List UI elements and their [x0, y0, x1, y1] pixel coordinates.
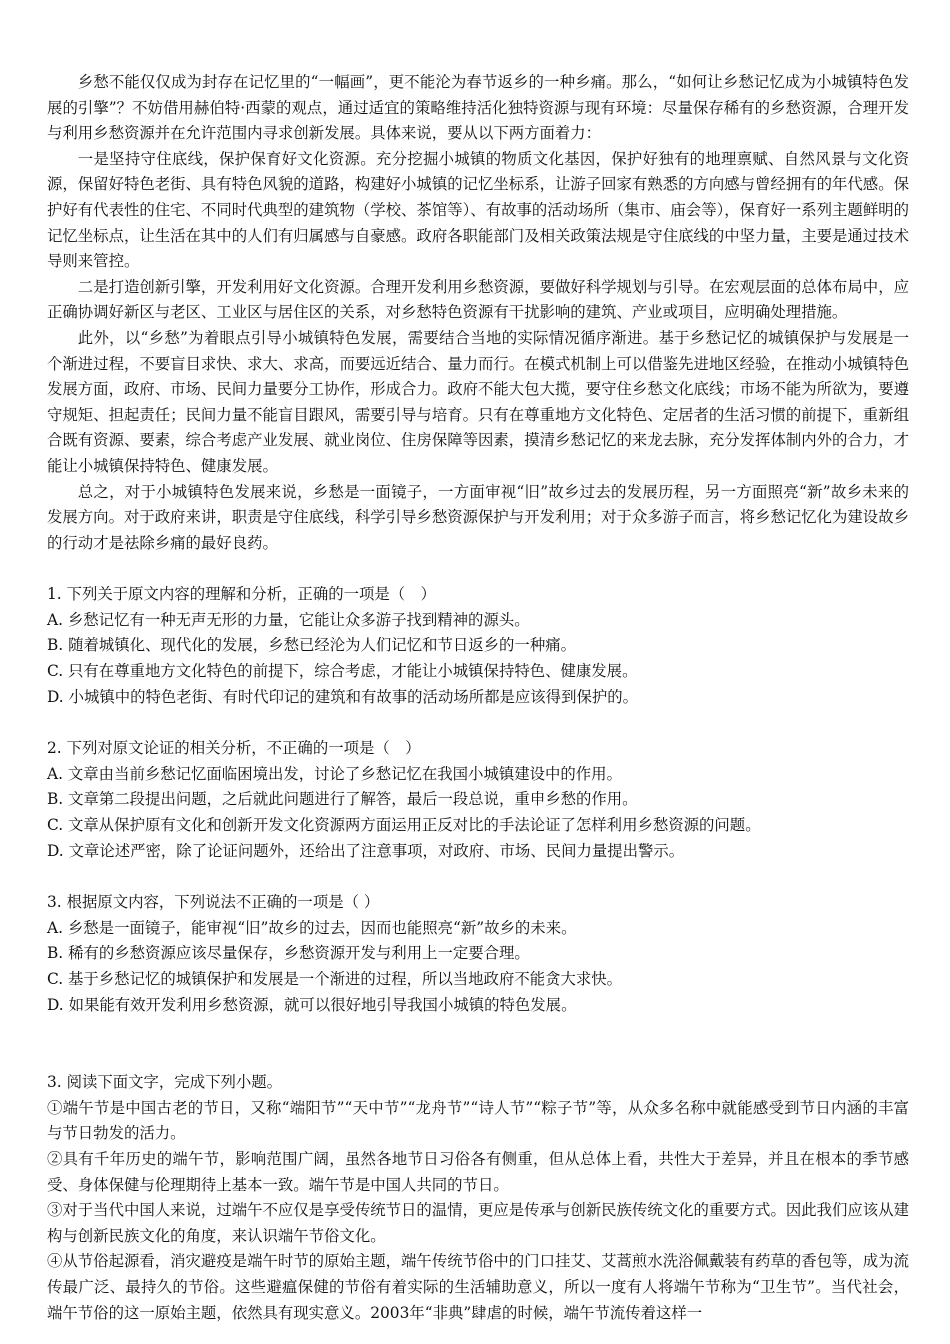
question-3-option-a: A. 乡愁是一面镜子，能审视“旧”故乡的过去，因而也能照亮“新”故乡的未来。 [47, 918, 577, 937]
passage-paragraph-2: 一是坚持守住底线，保护保育好文化资源。充分挖掘小城镇的物质文化基因，保护好独有的地理禀赋、自然风景与文化资源，保留好特色老街、具有特色风貌的道路，构建好小城镇的记忆坐标系，让游子回家有熟悉的方向感与曾经拥有的年代感。保护好有代表性的住宅、不同时代典型的建筑物（学校、茶馆等）、有故事的活动场所（集市、庙会等），保育好一系列主题鲜明的记忆坐标点，让生活在其中的人们有归属感与自豪感。政府各职能部门及相关政策法规是守住底线的中坚力量，主要是通过技术导则来管控。 [47, 149, 909, 271]
passage-paragraph-4: 此外，以“乡愁”为着眼点引导小城镇特色发展，需要结合当地的实际情况循序渐进。基于乡愁记忆的城镇保护与发展是一个渐进过程，不要盲目求快、求大、求高，而要远近结合、量力而行。在模式机制上可以借鉴先进地区经验，在推动小城镇特色发展方面，政府、市场、民间力量要分工协作，形成合力。政府不能大包大揽，要守住乡愁文化底线；市场不能为所欲为，要遵守规矩、担起责任；民间力量不能盲目跟风，需要引导与培育。只有在尊重地方文化特色、定居者的生活习惯的前提下，重新组合既有资源、要素，综合考虑产业发展、就业岗位、住房保障等因素，摸清乡愁记忆的来龙去脉，充分发挥体制内外的合力，才能让小城镇保持特色、健康发展。 [47, 328, 909, 475]
question-3-title: 3. 根据原文内容，下列说法不正确的一项是（ ） [47, 893, 380, 912]
reading-section-2 [47, 1070, 909, 1326]
section-2-paragraph-2: ②具有千年历史的端午节，影响范围广阔，虽然各地节日习俗各有侧重，但从总体上看，共性大于差异，并且在根本的季节感受、身体保健与伦理期待上基本一致。端午节是中国人共同的节日。 [47, 1149, 909, 1194]
question-2-title: 2. 下列对原文论证的相关分析，不正确的一项是（ ） [47, 739, 421, 758]
question-3 [47, 890, 909, 1018]
question-3-option-b: B. 稀有的乡愁资源应该尽量保存，乡愁资源开发与利用上一定要合理。 [47, 944, 530, 963]
question-1-option-d: D. 小城镇中的特色老街、有时代印记的建筑和有故事的活动场所都是应该得到保护的。 [47, 687, 639, 706]
question-1-option-b: B. 随着城镇化、现代化的发展，乡愁已经沦为人们记忆和节日返乡的一种痛。 [47, 636, 576, 655]
question-2 [47, 736, 909, 864]
passage-paragraph-1: 乡愁不能仅仅成为封存在记忆里的“一幅画”，更不能沦为春节返乡的一种乡痛。那么，“如何让乡愁记忆成为小城镇特色发展的引擎”？不妨借用赫伯特·西蒙的观点，通过适宜的策略维持活化独特资源与现有环境：尽量保存稀有的乡愁资源，合理开发与利用乡愁资源并在允许范围内寻求创新发展。具体来说，要从以下两方面着力： [47, 73, 909, 143]
section-2-paragraph-4: ④从节俗起源看，消灾避疫是端午时节的原始主题，端午传统节俗中的门口挂艾、艾蒿煎水洗浴佩戴装有药草的香包等，成为流传最广泛、最持久的节俗。这些避瘟保健的节俗有着实际的生活辅助意义，所以一度有人将端午节称为“卫生节”。当代社会，端午节俗的这一原始主题，依然具有现实意义。2003年“非典”肆虐的时候，端午节流传着这样一 [47, 1252, 909, 1322]
question-1-option-c: C. 只有在尊重地方文化特色的前提下，综合考虑，才能让小城镇保持特色、健康发展。 [47, 662, 638, 681]
section-2-paragraph-1: ①端午节是中国古老的节日，又称“端阳节”“天中节”“龙舟节”“诗人节”“粽子节”等，从众多名称中就能感受到节日内涵的丰富与节日勃发的活力。 [47, 1098, 909, 1143]
document-page [47, 70, 909, 1326]
question-2-option-a: A. 文章由当前乡愁记忆面临困境出发，讨论了乡愁记忆在我国小城镇建设中的作用。 [47, 764, 622, 783]
question-2-option-d: D. 文章论述严密，除了论证问题外，还给出了注意事项，对政府、市场、民间力量提出警示。 [47, 841, 685, 860]
section-2-heading: 3. 阅读下面文字，完成下列小题。 [47, 1073, 283, 1092]
question-2-option-b: B. 文章第二段提出问题，之后就此问题进行了解答，最后一段总说，重申乡愁的作用。 [47, 790, 638, 809]
question-1-title: 1. 下列关于原文内容的理解和分析，正确的一项是（ ） [47, 585, 436, 604]
question-3-option-c: C. 基于乡愁记忆的城镇保护和发展是一个渐进的过程，所以当地政府不能贪大求快。 [47, 970, 623, 988]
question-1-option-a: A. 乡愁记忆有一种无声无形的力量，它能让众多游子找到精神的源头。 [47, 610, 530, 629]
question-2-option-c: C. 文章从保护原有文化和创新开发文化资源两方面运用正反对比的手法论证了怎样利用乡愁资源的问题。 [47, 816, 761, 835]
section-2-paragraph-3: ③对于当代中国人来说，过端午不应仅是享受传统节日的温情，更应是传承与创新民族传统文化的重要方式。因此我们应该从建构与创新民族文化的角度，来认识端午节俗文化。 [47, 1201, 909, 1245]
question-1 [47, 582, 909, 710]
passage-paragraph-3: 二是打造创新引擎，开发利用好文化资源。合理开发利用乡愁资源，要做好科学规划与引导。在宏观层面的总体布局中，应正确协调好新区与老区、工业区与居住区的关系，对乡愁特色资源有干扰影响的建筑、产业或项目，应明确处理措施。 [47, 277, 909, 322]
passage-paragraph-5: 总之，对于小城镇特色发展来说，乡愁是一面镜子，一方面审视“旧”故乡过去的发展历程，另一方面照亮“新”故乡未来的发展方向。对于政府来讲，职责是守住底线，科学引导乡愁资源保护与开发利用；对于众多游子而言，将乡愁记忆化为建设故乡的行动才是祛除乡痛的最好良药。 [47, 482, 909, 552]
question-3-option-d: D. 如果能有效开发利用乡愁资源，就可以很好地引导我国小城镇的特色发展。 [47, 995, 577, 1014]
